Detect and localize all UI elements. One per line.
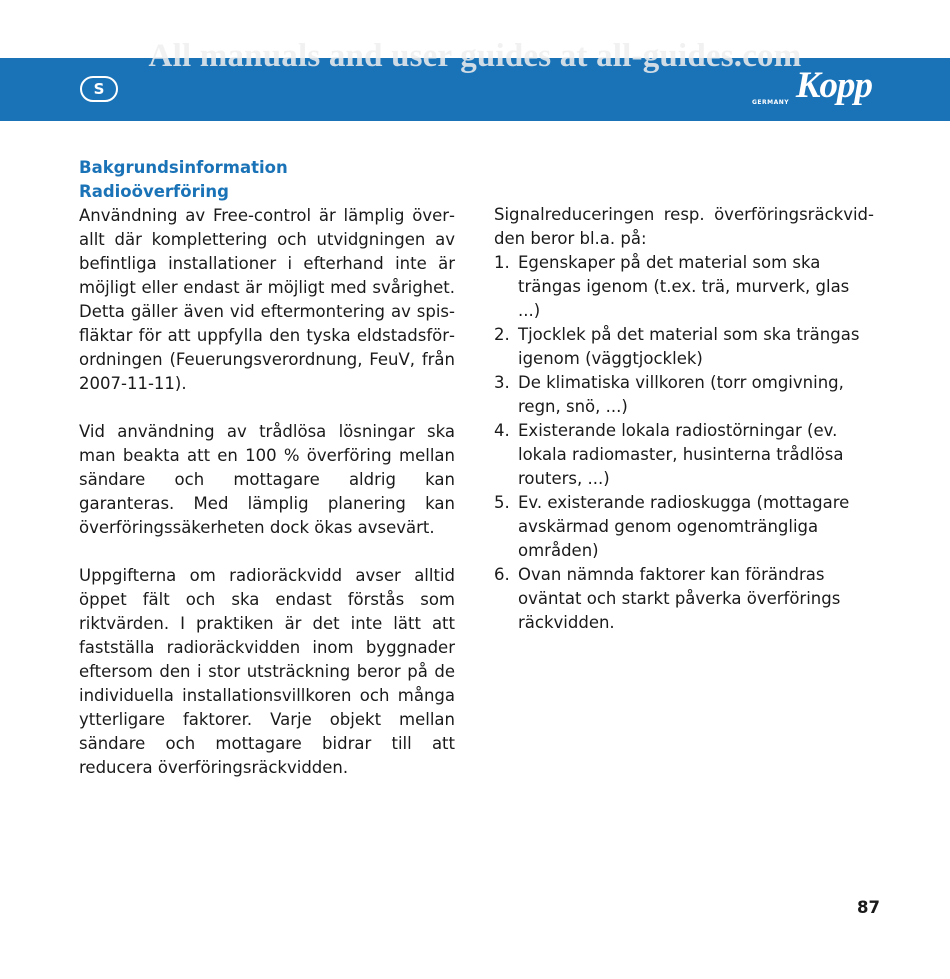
paragraph: Uppgifterna om radioräckvidd avser alltid öppet fält och ska endast förstås som riktvärden. I praktiken är det inte lätt att fastställa radioräckvidden inom byggnader eftersom den i stor utsträckning beror på de individuella installationsvillkoren och många ytterligare faktorer. Varje objekt mellan sändare och mottagare bidrar till att reducera överföringsräckvidden.: [79, 566, 455, 777]
list-item: [494, 419, 874, 491]
list-number: 3.: [494, 373, 510, 392]
kopp-logo: [750, 65, 872, 110]
list-item: [494, 563, 874, 635]
list-number: 4.: [494, 421, 510, 440]
list-item-text: Egenskaper på det material som ska trängas igenom (t.ex. trä, murverk, glas ...): [518, 253, 850, 320]
factor-list: [494, 251, 874, 635]
list-item: [494, 491, 874, 563]
list-number: 5.: [494, 493, 510, 512]
section-subheading: Radioöverföring: [79, 182, 229, 201]
right-column: [494, 203, 874, 635]
list-item-text: Tjocklek på det material som ska trängas igenom (väggtjocklek): [518, 325, 860, 368]
list-number: 1.: [494, 253, 510, 272]
logo-text: Kopp: [795, 65, 872, 106]
list-item: [494, 371, 874, 419]
list-item-text: Ev. existerande radioskugga (mottagare avskärmad genom ogenomträngliga områden): [518, 493, 850, 560]
list-item-text: Existerande lokala radiostörningar (ev. lokala radiomaster, husinterna trådlösa routers, ...): [518, 421, 844, 488]
list-item-text: De klimatiska villkoren (torr omgivning, regn, snö, ...): [518, 373, 844, 416]
paragraph: Vid användning av trådlösa lösningar ska man beakta att en 100 % överföring mellan sändare och mottagare aldrig kan garanteras. Med lämplig planering kan överföringssäkerheten dock ökas avsevärt.: [79, 422, 455, 537]
list-number: 6.: [494, 565, 510, 584]
page-number: 87: [857, 898, 880, 917]
left-column: [79, 156, 455, 780]
section-heading: Bakgrundsinformation: [79, 158, 288, 177]
watermark: All manuals and user guides at all-guides.com: [148, 38, 802, 74]
language-badge: S: [80, 76, 118, 102]
logo-subtext: GERMANY: [752, 99, 790, 106]
list-item: [494, 323, 874, 371]
list-intro: Signalreduceringen resp. överföringsräckvidden beror bl.a. på:: [494, 205, 874, 248]
list-number: 2.: [494, 325, 510, 344]
list-item-text: Ovan nämnda faktorer kan förändras oväntat och starkt påverka överförings räckvidden.: [518, 565, 841, 632]
paragraph: Användning av Free-control är lämplig överallt där komplettering och utvidgningen av befintliga installationer i efterhand inte är möjligt eller endast är möjligt med svårighet. Detta gäller även vid eftermontering av spisfläktar för att uppfylla den tyska eldstadsförordningen (Feuerungsverordnung, FeuV, från 2007-11-11).: [79, 206, 455, 393]
list-item: [494, 251, 874, 323]
